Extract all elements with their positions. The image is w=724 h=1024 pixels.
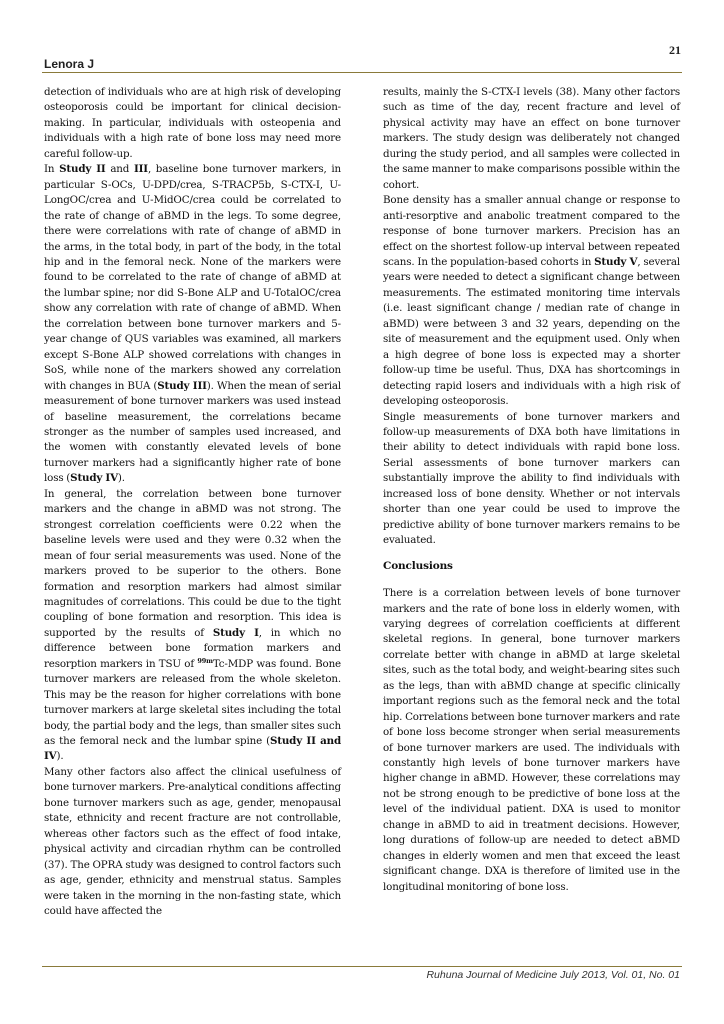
paragraph [44,487,341,765]
page-number: 21 [669,43,681,57]
text-run: ). When the mean of serial measurement of bone turnover markers was used instead of baseline measurement, the correlations became stronger as the number of samples used increased, and the women with constantly elevated levels of bone turnover markers had a significantly higher rate of bone loss ( [44,379,341,485]
text-run: ). [56,750,64,763]
study-reference: Study II and IV [44,735,342,763]
paragraph [383,193,680,409]
paragraph-text: There is a correlation between levels of bone turnover markers and the rate of bone loss in elderly women, with varying degrees of correlation coefficients at different skeletal regions. In general, bone turnover markers correlate better with change in aBMD at large skeletal sites, such as the total body, and weight-bearing sites such as the legs, than with aBMD change at specific clinically important regions such as the femoral neck and the total hip. Correlations between bone turnover markers and rate of bone loss become stronger when serial measurements of bone turnover markers are used. The individuals with constantly high levels of bone turnover markers have higher change in aBMD. However, these correlations may not be strong enough to be predictive of bone loss at the level of the individual patient. DXA is used to monitor change in aBMD to aid in treatment decisions. However, long durations of follow-up are needed to detect aBMD changes in elderly women and men that exceed the least significant change. DXA is therefore of limited use in the longitudinal monitoring of bone loss. [383,587,680,893]
paragraph [44,162,341,487]
isotope-superscript: 99m [197,656,213,665]
text-run: In general, the correlation between bone turnover markers and the change in aBMD was not strong. The strongest correlation coefficients were 0.22 when the baseline levels were used and they were 0.32 when the mean of four serial measurements was used. None of the markers proved to be superior to the others. Bone formation and resorption markers had almost similar magnitudes of correlations. This could be due to the tight coupling of bone formation and resorption. This idea is supported by the results of [44,487,341,639]
paragraph-text: Single measurements of bone turnover markers and follow-up measurements of DXA both have limitations in their ability to detect individuals with rapid bone loss. Serial assessments of bone turnover markers can substantially improve the ability to find individuals with increased loss of bone density. Whether or not intervals shorter than one year could be used to improve the predictive ability of bone turnover markers remains to be evaluated. [383,410,680,547]
paragraph [383,586,680,895]
study-reference: Study V [594,255,638,268]
paragraph [44,765,341,920]
study-reference: Study I [212,626,259,639]
header-rule [42,72,682,73]
text-run: , baseline bone turnover markers, in particular S-OCs, U-DPD/crea, S-TRACP5b, S-CTX-I, U-LongOC/crea and U-MidOC/crea could be correlated to the rate of change of aBMD in the legs. To some degree, there were correlations with rate of change of aBMD in the arms, in the total body, in part of the body, in the total hip and in the femoral neck. None of the markers were found to be correlated to the rate of change of aBMD at the lumbar spine; nor did S-Bone ALP and U-TotalOC/crea show any correlation with rate of change of aBMD. When the correlation between bone turnover markers and 5-year change of QUS variables was examined, all markers except S-Bone ALP showed correlations with changes in SoS, while none of the markers showed any correlation with changes in BUA ( [44,163,341,392]
right-column [383,85,680,895]
text-run: Tc-MDP was found. Bone turnover markers are released from the whole skeleton. This may be the reason for higher correlations with bone turnover markers at large skeletal sites including the total body, the partial body and the legs, than smaller sites such as the femoral neck and the lumbar spine ( [44,657,341,748]
study-reference: Study IV [70,472,118,485]
study-reference: III [133,163,148,176]
paragraph [44,85,341,162]
text-run: In [44,163,60,176]
text-run: , several years were needed to detect a significant change between measurements. The estimated monitoring time intervals (i.e. least significant change / median rate of change in aBMD) were between 3 and 32 years, depending on the site of measurement and the equipment used. Only when a high degree of bone loss is expected may a shorter follow-up time be useful. Thus, DXA has shortcomings in detecting rapid losers and individuals with a high risk of developing osteoporosis. [383,255,680,408]
text-run: Bone density has a smaller annual change or response to anti-resorptive and anabolic treatment compared to the response of bone turnover markers. Precision has an effect on the shortest follow-up interval between repeated scans. In the population-based cohorts in [383,194,680,268]
text-run: ). [117,472,125,485]
footer-rule [42,966,682,967]
journal-footer: Ruhuna Journal of Medicine July 2013, Vol. 01, No. 01 [426,969,680,981]
paragraph [383,85,680,193]
paragraph-text: Many other factors also affect the clinical usefulness of bone turnover markers. Pre-analytical conditions affecting bone turnover markers such as age, gender, menopausal state, ethnicity and recent fracture are not controllable, whereas other factors such as the effect of food intake, physical activity and circadian rhythm can be controlled (37). The OPRA study was designed to control factors such as age, gender, ethnicity and menstrual status. Samples were taken in the morning in the non-fasting state, which could have affected the [44,765,341,918]
left-column [44,85,341,919]
study-reference: Study II [59,163,106,176]
running-head-author: Lenora J [44,57,95,71]
study-reference: Study III [157,379,207,392]
text-run: , in which no difference between bone formation markers and resorption markers in TSU of [44,626,341,670]
text-run: and [105,163,134,176]
paragraph-text: results, mainly the S-CTX-I levels (38). Many other factors such as time of the day, recent fracture and level of physical activity may have an effect on bone turnover markers. The study design was deliberately not changed during the study period, and all samples were collected in the same manner to make comparisons possible within the cohort. [383,86,680,191]
conclusions-heading: Conclusions [383,559,453,572]
paragraph-text: detection of individuals who are at high risk of developing osteoporosis could be important for clinical decision-making. In particular, individuals with osteopenia and individuals with a high rate of bone loss may need more careful follow-up. [44,86,341,160]
paragraph [383,410,680,549]
